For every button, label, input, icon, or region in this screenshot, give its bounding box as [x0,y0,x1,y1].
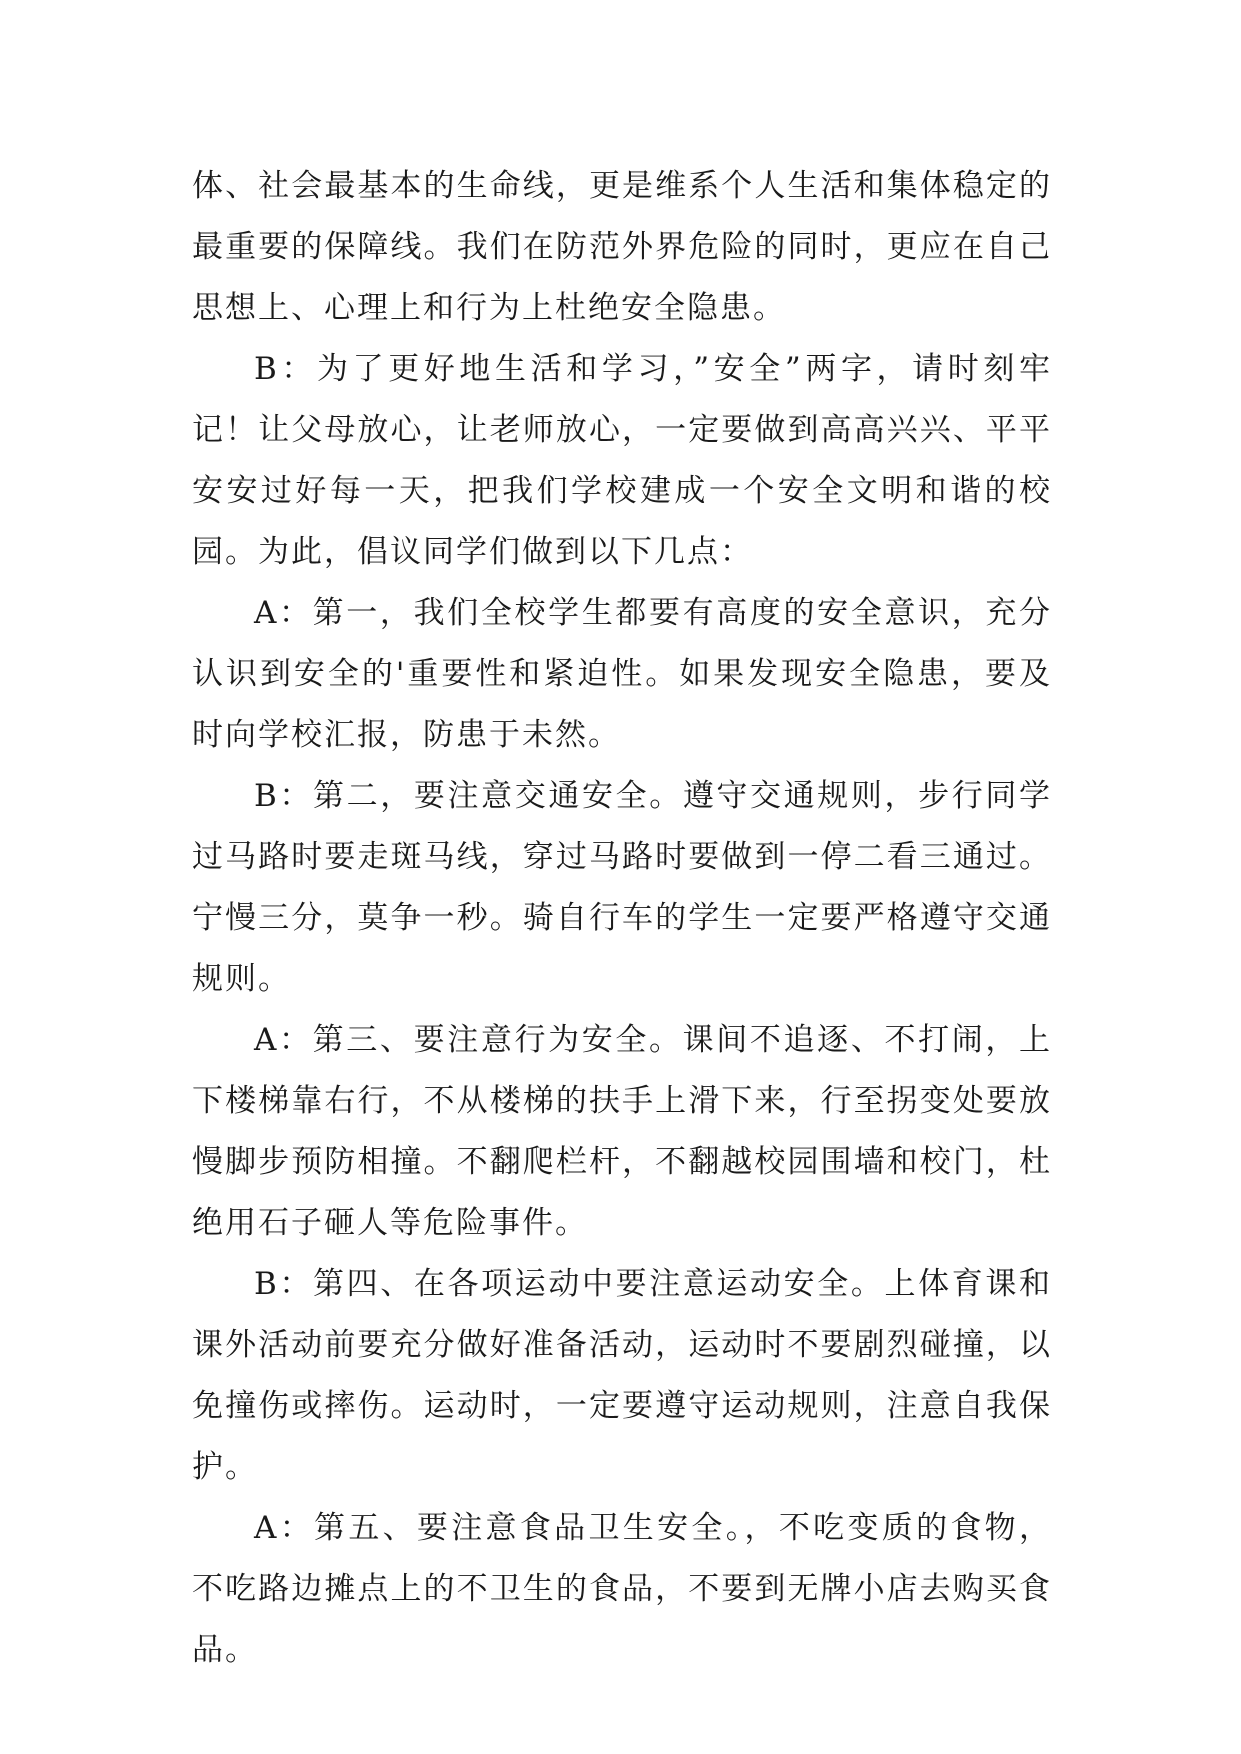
paragraph-4: B：第二，要注意交通安全。遵守交通规则，步行同学过马路时要走斑马线，穿过马路时要做到一停二看三通过。宁慢三分，莫争一秒。骑自行车的学生一定要严格遵守交通规则。 [192,778,1052,997]
paragraph-2: B：为了更好地生活和学习，”安全”两字，请时刻牢记！让父母放心，让老师放心，一定要做到高高兴兴、平平安安过好每一天，把我们学校建成一个安全文明和谐的校园。为此，倡议同学们做到以下几点： [192,351,1052,570]
paragraph-6: B：第四、在各项运动中要注意运动安全。上体育课和课外活动前要充分做好准备活动，运动时不要剧烈碰撞，以免撞伤或摔伤。运动时，一定要遵守运动规则，注意自我保护。 [192,1266,1052,1485]
document-body [192,156,1052,1681]
paragraph-1: 体、社会最基本的生命线，更是维系个人生活和集体稳定的最重要的保障线。我们在防范外界危险的同时，更应在自己思想上、心理上和行为上杜绝安全隐患。 [192,168,1052,326]
paragraph-3: A：第一，我们全校学生都要有高度的安全意识，充分认识到安全的'重要性和紧迫性。如果发现安全隐患，要及时向学校汇报，防患于未然。 [192,595,1052,753]
paragraph-7: A：第五、要注意食品卫生安全。，不吃变质的食物，不吃路边摊点上的不卫生的食品，不要到无牌小店去购买食品。 [192,1510,1052,1668]
paragraph-5: A：第三、要注意行为安全。课间不追逐、不打闹，上下楼梯靠右行，不从楼梯的扶手上滑下来，行至拐变处要放慢脚步预防相撞。不翻爬栏杆，不翻越校园围墙和校门，杜绝用石子砸人等危险事件。 [192,1022,1052,1241]
